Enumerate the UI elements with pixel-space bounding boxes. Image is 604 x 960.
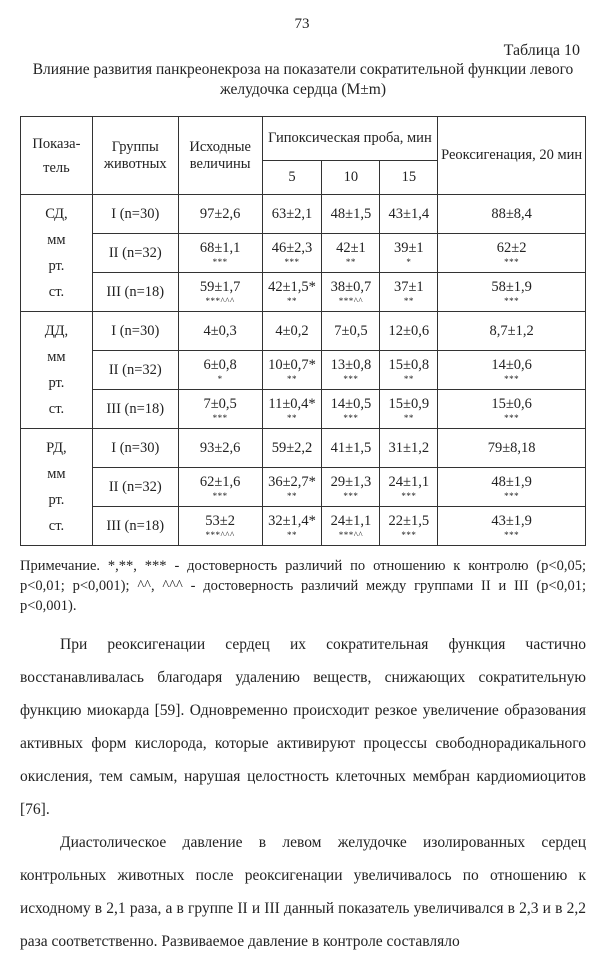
value-cell — [380, 390, 438, 429]
value-cell — [380, 195, 438, 234]
significance-mark: *** — [212, 256, 228, 267]
table-row — [21, 234, 586, 273]
value-cell — [262, 468, 322, 507]
value-cell — [438, 429, 586, 468]
value-cell — [178, 429, 262, 468]
significance-mark: *** — [504, 373, 520, 384]
value-cell — [438, 468, 586, 507]
significance-mark: *** — [212, 412, 228, 423]
param-line: ст. — [48, 401, 65, 417]
cell-value: 59±2,2 — [271, 439, 313, 456]
significance-mark: *** — [401, 490, 417, 501]
table-row — [21, 429, 586, 468]
group-cell: III (n=18) — [92, 507, 178, 546]
significance-mark: *** — [401, 529, 417, 540]
cell-value: 59±1,7 — [199, 278, 241, 295]
significance-mark: ** — [287, 412, 298, 423]
cell-value: 13±0,8 — [330, 356, 372, 373]
header-t5: 5 — [262, 161, 322, 195]
cell-value: 29±1,3 — [330, 473, 372, 490]
significance-mark: *** — [343, 412, 359, 423]
value-cell — [380, 273, 438, 312]
cell-value: 62±2 — [496, 239, 527, 256]
significance-mark: *** — [504, 256, 520, 267]
value-cell — [178, 351, 262, 390]
cell-value: 58±1,9 — [491, 278, 532, 295]
page-number: 73 — [294, 16, 310, 32]
value-cell — [322, 195, 380, 234]
group-cell: II (n=32) — [92, 351, 178, 390]
significance-mark: ***^^ — [338, 295, 364, 306]
cell-value: 15±0,9 — [388, 395, 430, 412]
value-cell — [262, 273, 322, 312]
value-cell — [178, 195, 262, 234]
significance-mark: *** — [504, 529, 520, 540]
group-cell: III (n=18) — [92, 390, 178, 429]
group-cell: II (n=32) — [92, 234, 178, 273]
header-t15: 15 — [380, 161, 438, 195]
value-cell — [438, 507, 586, 546]
cell-value: 4±0,3 — [203, 322, 237, 339]
cell-value: 63±2,1 — [271, 205, 313, 222]
param-cell — [21, 195, 93, 312]
value-cell — [178, 312, 262, 351]
value-cell — [322, 390, 380, 429]
value-cell — [322, 351, 380, 390]
cell-value: 22±1,5 — [388, 512, 430, 529]
header-reox: Реоксигенация, 20 мин — [438, 117, 586, 195]
significance-mark: *** — [343, 373, 359, 384]
data-table — [20, 116, 586, 546]
value-cell — [322, 312, 380, 351]
cell-value: 14±0,6 — [491, 356, 532, 373]
table-row — [21, 273, 586, 312]
header-param: Показа-тель — [21, 117, 93, 195]
cell-value: 37±1 — [393, 278, 424, 295]
group-cell: II (n=32) — [92, 468, 178, 507]
cell-value: 6±0,8 — [203, 356, 237, 373]
significance-mark: ** — [287, 529, 298, 540]
value-cell — [178, 390, 262, 429]
value-cell — [380, 429, 438, 468]
value-cell — [438, 312, 586, 351]
header-initial: Исходные величины — [178, 117, 262, 195]
significance-mark: *** — [504, 412, 520, 423]
group-cell: III (n=18) — [92, 273, 178, 312]
value-cell — [262, 234, 322, 273]
cell-value: 15±0,8 — [388, 356, 430, 373]
param-cell — [21, 312, 93, 429]
significance-mark: ** — [403, 412, 414, 423]
cell-value: 32±1,4* — [268, 512, 316, 529]
cell-value: 41±1,5 — [330, 439, 372, 456]
value-cell — [178, 468, 262, 507]
significance-mark: ** — [403, 295, 414, 306]
value-cell — [322, 273, 380, 312]
cell-value: 46±2,3 — [271, 239, 313, 256]
cell-value: 7±0,5 — [334, 322, 368, 339]
table-row — [21, 507, 586, 546]
cell-value: 62±1,6 — [199, 473, 241, 490]
value-cell — [322, 507, 380, 546]
value-cell — [262, 351, 322, 390]
significance-mark: ** — [287, 373, 298, 384]
value-cell — [438, 273, 586, 312]
paragraph-1: При реоксигенации сердец их сократительная функция частично восстанавливалась благодаря удалению веществ, снижающих сократительную функцию миокарда [59]. Одновременно происходит резкое увеличение образования активных форм кислорода, которые активируют процессы свободнорадикального окисления, тем самым, нарушая целостность клеточных мембран кардиомиоцитов [76]. — [20, 636, 586, 818]
significance-mark: *** — [343, 490, 359, 501]
value-cell — [380, 507, 438, 546]
table-row — [21, 195, 586, 234]
table-caption: Влияние развития панкреонекроза на показатели сократительной функции левого желудочка сердца (M±m) — [32, 61, 574, 98]
cell-value: 7±0,5 — [203, 395, 237, 412]
table-row — [21, 312, 586, 351]
significance-mark: ***^^^ — [205, 295, 235, 306]
param-line: ДД, — [44, 323, 69, 339]
param-line: мм — [47, 466, 66, 482]
cell-value: 39±1 — [393, 239, 424, 256]
table-row — [21, 468, 586, 507]
cell-value: 48±1,9 — [491, 473, 532, 490]
header-t10: 10 — [322, 161, 380, 195]
param-line: СД, — [45, 206, 68, 222]
value-cell — [178, 234, 262, 273]
value-cell — [262, 507, 322, 546]
value-cell — [380, 234, 438, 273]
significance-mark: ***^^^ — [205, 529, 235, 540]
significance-mark: * — [406, 256, 412, 267]
param-line: РД, — [46, 440, 67, 456]
cell-value: 48±1,5 — [330, 205, 372, 222]
table-row — [21, 351, 586, 390]
table-label: Таблица 10 — [503, 42, 580, 59]
table-row — [21, 390, 586, 429]
significance-mark: *** — [504, 490, 520, 501]
param-line: ст. — [48, 518, 65, 534]
value-cell — [322, 429, 380, 468]
header-hypoxic: Гипоксическая проба, мин — [262, 117, 438, 161]
param-line: мм — [47, 349, 66, 365]
value-cell — [262, 312, 322, 351]
significance-mark: *** — [504, 295, 520, 306]
cell-value: 38±0,7 — [330, 278, 372, 295]
value-cell — [262, 195, 322, 234]
group-cell: I (n=30) — [92, 429, 178, 468]
param-line: рт. — [48, 375, 65, 391]
cell-value: 43±1,4 — [388, 205, 430, 222]
cell-value: 68±1,1 — [199, 239, 241, 256]
group-cell: I (n=30) — [92, 195, 178, 234]
param-cell — [21, 429, 93, 546]
value-cell — [178, 507, 262, 546]
param-line: ст. — [48, 284, 65, 300]
cell-value: 42±1,5* — [268, 278, 316, 295]
cell-value: 43±1,9 — [491, 512, 532, 529]
cell-value: 79±8,18 — [487, 439, 536, 456]
table-note: Примечание. *,**, *** - достоверность различий по отношению к контролю (p<0,05; p<0,01; p<0,001); ^^, ^^^ - достоверность различий между группами II и III (p<0,01; p<0,001). — [20, 558, 586, 614]
cell-value: 88±8,4 — [491, 205, 532, 222]
value-cell — [380, 312, 438, 351]
value-cell — [438, 351, 586, 390]
value-cell — [322, 468, 380, 507]
value-cell — [438, 390, 586, 429]
table-body — [21, 195, 586, 546]
significance-mark: *** — [212, 490, 228, 501]
param-line: рт. — [48, 258, 65, 274]
significance-mark: ** — [345, 256, 356, 267]
value-cell — [380, 351, 438, 390]
significance-mark: ** — [287, 295, 298, 306]
value-cell — [438, 234, 586, 273]
cell-value: 42±1 — [336, 239, 366, 256]
param-line: рт. — [48, 492, 65, 508]
paragraph-2: Диастолическое давление в левом желудочке изолированных сердец контрольных животных после реоксигенации увеличивалось по отношению к исходному в 2,1 раза, а в группе II и III данный показатель увеличивался в 2,3 и в 2,2 раза соответственно. Развиваемое давление в контроле составляло — [20, 834, 586, 950]
cell-value: 10±0,7* — [268, 356, 316, 373]
value-cell — [262, 390, 322, 429]
cell-value: 8,7±1,2 — [489, 322, 534, 339]
cell-value: 15±0,6 — [491, 395, 532, 412]
cell-value: 14±0,5 — [330, 395, 372, 412]
cell-value: 24±1,1 — [388, 473, 430, 490]
cell-value: 4±0,2 — [275, 322, 309, 339]
cell-value: 11±0,4* — [268, 395, 316, 412]
header-groups: Группы животных — [92, 117, 178, 195]
value-cell — [380, 468, 438, 507]
cell-value: 12±0,6 — [388, 322, 430, 339]
value-cell — [322, 234, 380, 273]
cell-value: 24±1,1 — [330, 512, 372, 529]
cell-value: 53±2 — [205, 512, 235, 529]
significance-mark: ***^^ — [338, 529, 364, 540]
value-cell — [262, 429, 322, 468]
value-cell — [438, 195, 586, 234]
group-cell: I (n=30) — [92, 312, 178, 351]
cell-value: 97±2,6 — [199, 205, 241, 222]
value-cell — [178, 273, 262, 312]
cell-value: 93±2,6 — [199, 439, 241, 456]
param-line: мм — [47, 232, 66, 248]
significance-mark: *** — [284, 256, 300, 267]
cell-value: 31±1,2 — [388, 439, 430, 456]
significance-mark: ** — [287, 490, 298, 501]
significance-mark: * — [217, 373, 223, 384]
cell-value: 36±2,7* — [268, 473, 316, 490]
significance-mark: ** — [403, 373, 414, 384]
